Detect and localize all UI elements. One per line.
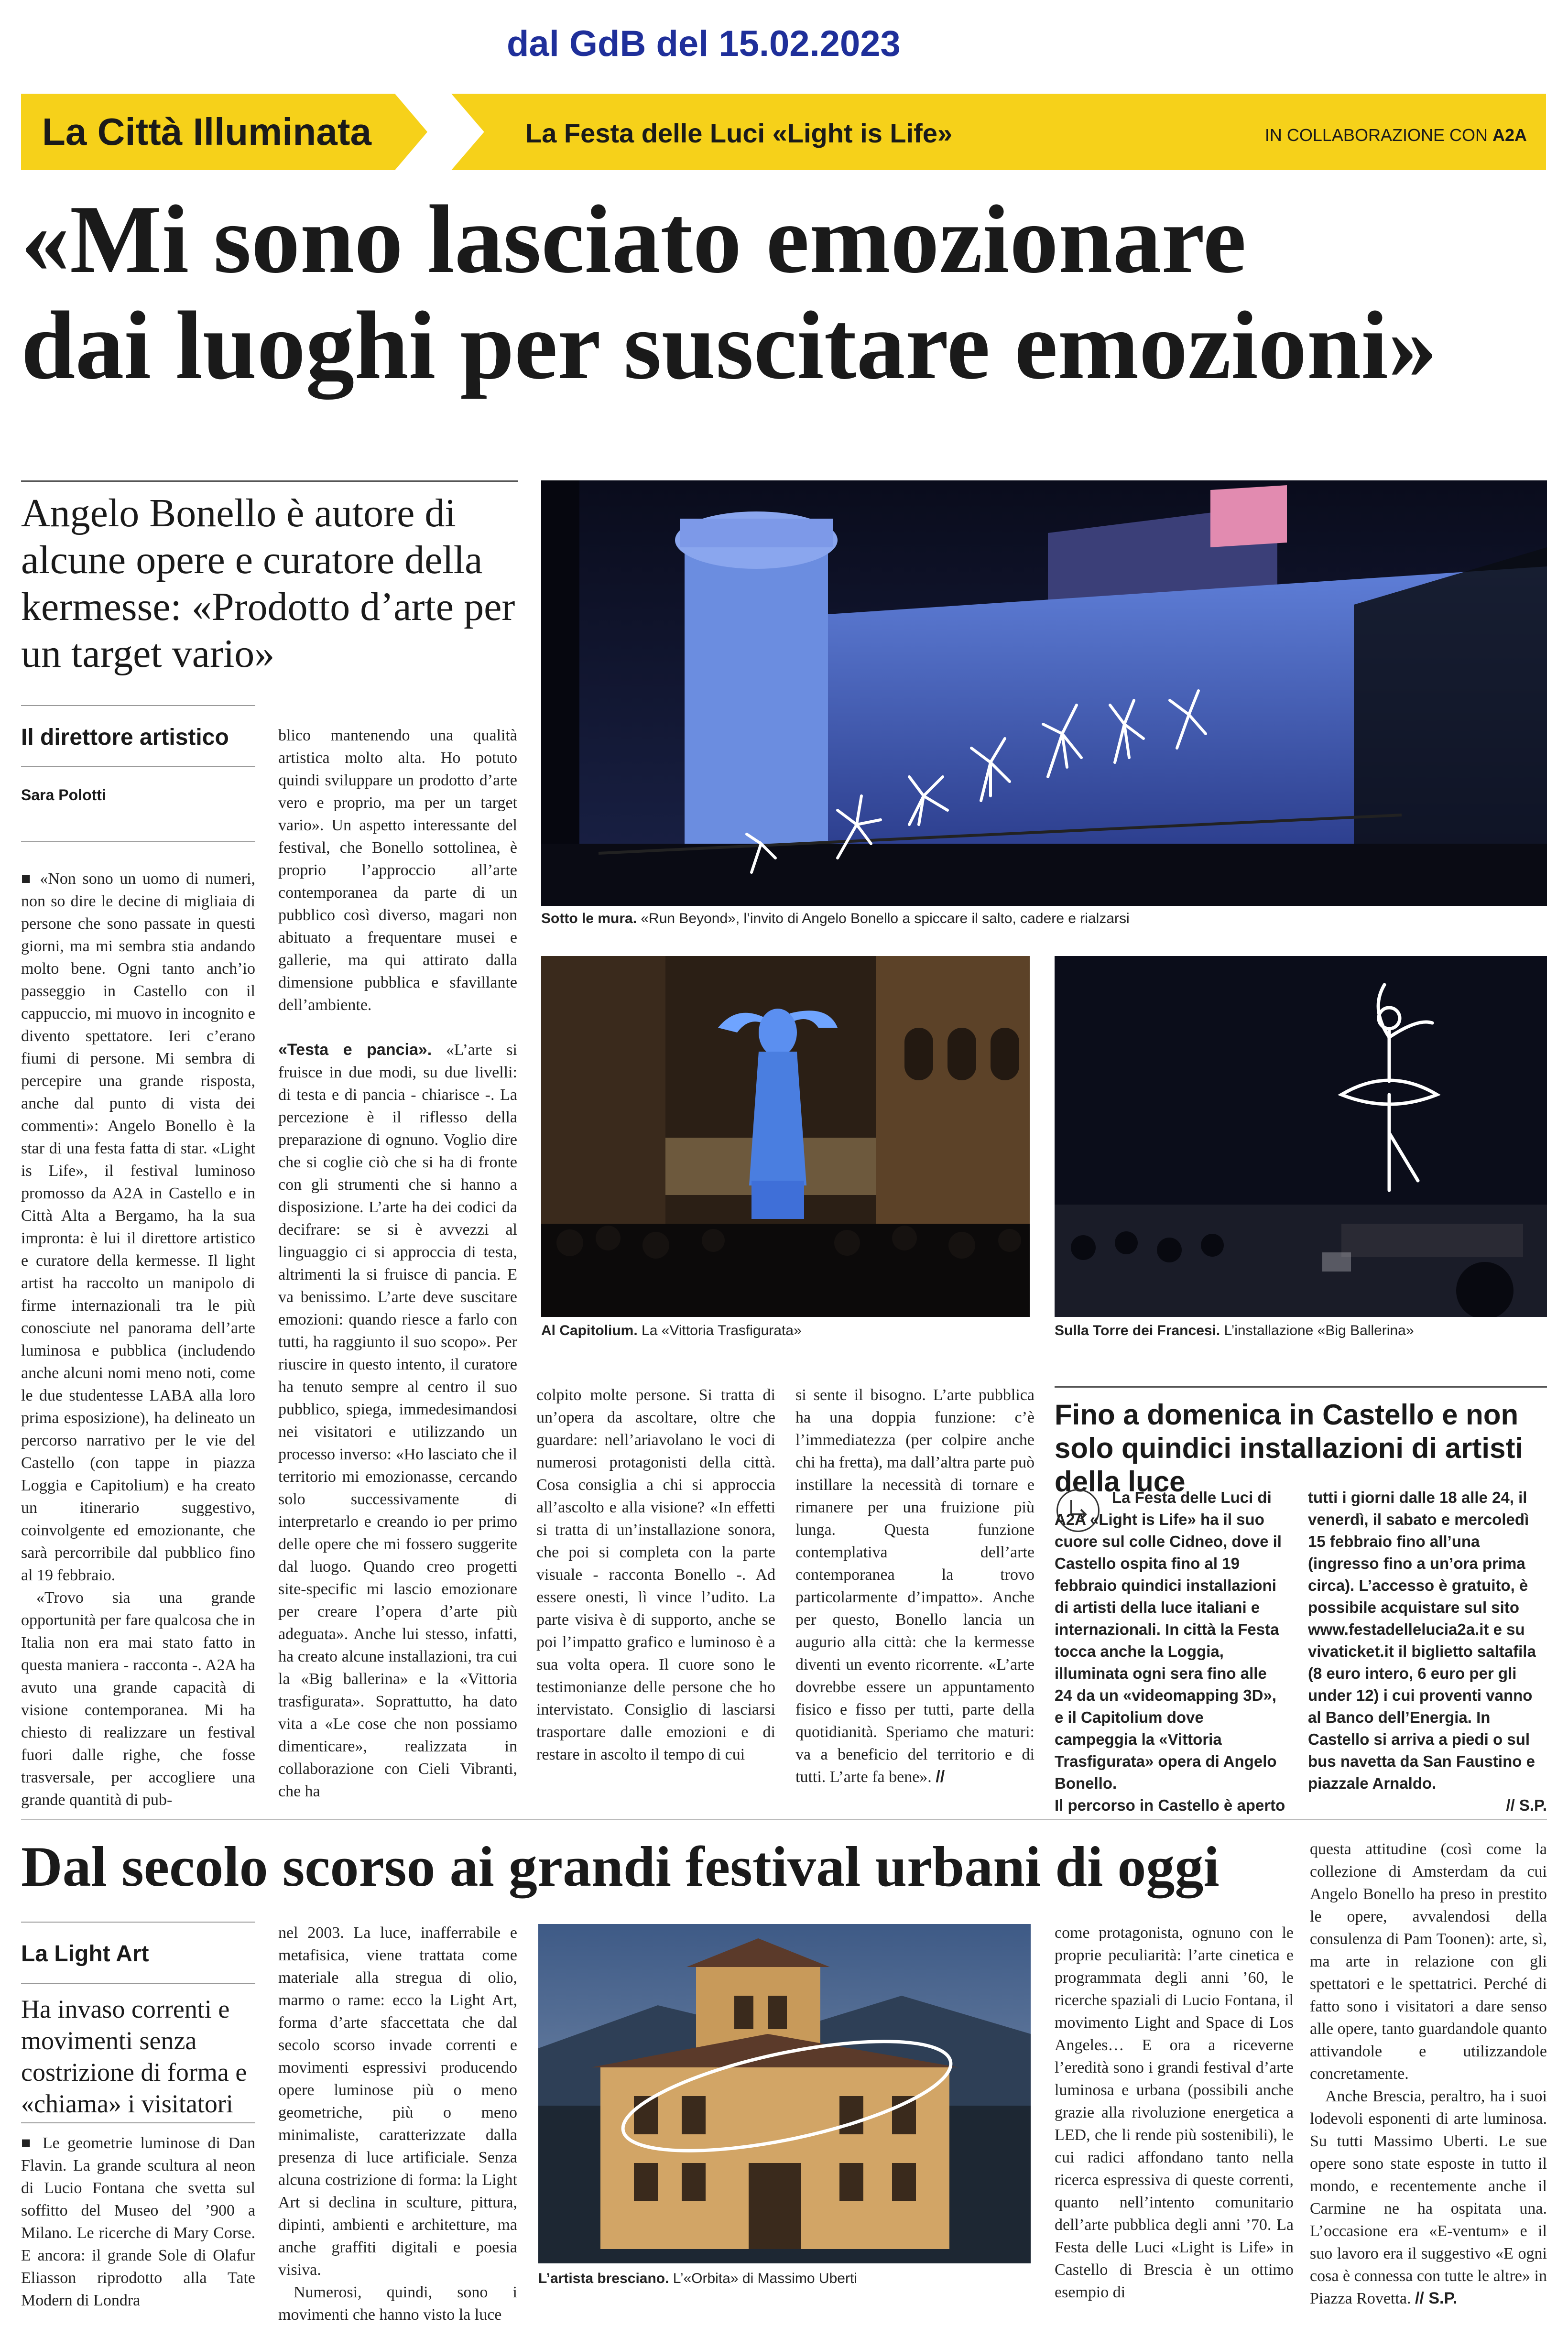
subhead: Angelo Bonello è autore di alcune opere e curatore della kermesse: «Prodotto d’arte per un target vario» <box>21 491 515 676</box>
collab-prefix: IN COLLABORAZIONE CON <box>1264 125 1492 145</box>
orbita-caption-bold: L’artista bresciano. <box>538 2271 669 2286</box>
article2-col3-text: come protagonista, ognuno con le proprie peculiarità: l’arte cinetica e programmata degli anni ’60, le ricerche spaziali di Lucio Fontana, il movimento Light and Space di Los Angeles… E ora a riceverne l’eredità sono i grandi festival d’arte luminosa e urbana (possibili anche grazie alla rivoluzione energetica a LED, che li rende più sostenibili), le cui radici affondano tanto nella ricerca espressiva di queste correnti, quanto nell’intento comunitario dell’arte pubblica degli anni ’70. La Festa delle Luci «Light is Life» in Castello di Brescia è un ottimo esempio di <box>1055 1924 1294 2301</box>
article1-col1-p1 <box>21 868 255 1587</box>
article1-col2-lead: «Testa e pancia». <box>278 1041 432 1059</box>
article1-column-1 <box>21 868 255 1811</box>
capitolium-caption <box>541 1322 1030 1340</box>
byline-rule <box>21 841 255 842</box>
article2-kicker-rule-bottom <box>21 1983 255 1984</box>
capitolium-illustration <box>541 956 1030 1317</box>
article1-col3-text: colpito molte persone. Si tratta di un’opera da ascoltare, oltre che guardare: nell’ariavolano le voci di numerosi protagonisti della città. Cosa consiglia a chi si approccia all’ascolto e alla visione? «In effetti si tratta di un’installazione sonora, che poi si completa con la parte visuale - racconta Bonello -. Ad essere onesti, lì vince l’udito. La parte visiva è di supporto, anche se poi l’impatto grafico e luminoso è a sua volta opera. Il cuore sono le testimonianze delle persone che ho intervistato. Consiglio di lasciarsi trasportare dalle emozioni e di restare in ascolto il tempo di cui <box>536 1386 775 1763</box>
capitolium-caption-text: La «Vittoria Trasfigurata» <box>637 1323 802 1338</box>
article1-col1-p2: «Trovo sia una grande opportunità per fare qualcosa che in Italia non era mai stato fatto in questa maniera - racconta -. A2A ha avuto una grande capacità di visione contemporanea. Mi ha chiesto di realizzare un festival fuori dalle righe, che fosse trasversale, per accogliere una grande quantità di pub- <box>21 1589 255 1809</box>
castle-photo <box>541 480 1547 906</box>
article1-column-4 <box>795 1384 1034 1788</box>
article2-kicker-rule <box>21 1922 255 1923</box>
article1-col2-p1: blico mantenendo una qualità artistica molto alta. Ho potuto quindi sviluppare un prodotto d’arte vero e proprio, ma per un target vario». Un aspetto interessante del festival, che Bonello sottolinea, è proprio l’approccio all’arte contemporanea da parte di un pubblico così diverso, magari non abituato a frequentare musei e gallerie, ma qui attirato dalla dimensione pubblica e sfavillante dell’ambiente. <box>278 727 517 1014</box>
orbita-caption <box>538 2270 1031 2288</box>
article2-subhead-rule <box>21 2122 255 2123</box>
ballerina-caption <box>1055 1322 1547 1340</box>
castle-caption <box>541 910 1547 928</box>
subhead-top-rule <box>21 480 518 482</box>
orbita-photo <box>538 1924 1031 2263</box>
orbita-illustration <box>538 1924 1031 2263</box>
capitolium-caption-bold: Al Capitolium. <box>541 1323 638 1338</box>
headline <box>21 186 1551 399</box>
section-divider <box>21 1819 1547 1820</box>
article2-column-2 <box>278 1922 517 2326</box>
article2-col2-p2: Numerosi, quindi, sono i movimenti che hanno visto la luce <box>278 2283 517 2324</box>
ballerina-illustration <box>1055 956 1547 1317</box>
sidebar-column-2 <box>1308 1487 1547 1816</box>
article2-col1-text <box>21 2132 255 2312</box>
article1-column-2 <box>278 724 517 1803</box>
byline: Sara Polotti <box>21 786 106 804</box>
article2-col4-p2 <box>1310 2085 1547 2310</box>
banner-event-label: La Festa delle Luci «Light is Life» <box>525 118 953 148</box>
article2-col4-text: questa attitudine (così come la collezione di Amsterdam da cui Angelo Bonello ha preso in prestito le opere, avvalendosi della consulenza di Pam Toonen): arte, sì, ma arte in relazione con gli spettatori e le spettatrici. Perché di fatto sono i visitatori a dare senso alle opere, tanto guardandole quanto attivandole e utilizzandole concretamente. <box>1310 1840 1547 2083</box>
article2-headline: Dal secolo scorso ai grandi festival urbani di oggi <box>21 1835 1220 1898</box>
banner-section-label: La Città Illuminata <box>42 110 371 153</box>
sidebar-title: Fino a domenica in Castello e non solo quindici installazioni di artisti della luce <box>1055 1399 1524 1498</box>
kicker-rule-top <box>21 705 255 706</box>
collab-brand: A2A <box>1492 125 1527 145</box>
publication-stamp: dal GdB del 15.02.2023 <box>507 23 901 64</box>
article-kicker: Il direttore artistico <box>21 725 229 750</box>
castle-caption-bold: Sotto le mura. <box>541 911 637 926</box>
ballerina-photo <box>1055 956 1547 1317</box>
article2-signature: // S.P. <box>1415 2289 1458 2307</box>
article1-col1-p1-text: «Non sono un uomo di numeri, non so dire le decine di migliaia di persone che sono passate in questi giorni, ma mi sembra stia andando molto bene. Ogni tanto anch’io passeggio in Castello con il cappuccio, mi muovo in incognito e divento spettatore. Ieri c’erano fiumi di persone. Mi sembra di percepire una grande risposta, anche dal punto di vista dei commenti»: Angelo Bonello è la star di una festa fatta di star. «Light is Life», il festival luminoso promosso da A2A in Castello e in Città Alta a Bergamo, ha la sua impronta: è lui il direttore artistico e curatore della kermesse. Il light artist ha raccolto un manipolo di firme internazionali tra le più conosciute nel panorama dell’arte luminosa e pubblica (includendo anche alcuni nomi meno noti, come le due studentesse LABA alla loro prima esposizione), ha delineato un percorso narrativo per le vie del Castello (con tappe in piazza Loggia e Capitolium) e ha creato un itinerario suggestivo, coinvolgente ed emozionante, che sarà percorribile dal pubblico fino al 19 febbraio. <box>21 870 256 1584</box>
castle-illustration <box>541 480 1547 906</box>
sidebar-col1-text: La Festa delle Luci di A2A «Light is Life» ha il suo cuore sul colle Cidneo, dove il Castello ospita fino al 19 febbraio quindici installazioni di artisti della luce italiani e internazionali. In città la Festa tocca anche la Loggia, illuminata ogni sera fino alle 24 da un «videomapping 3D», e il Capitolium dove campeggia la «Vittoria Trasfigurata» opera di Angelo Bonello. <box>1055 1489 1282 1792</box>
capitolium-photo <box>541 956 1030 1317</box>
sidebar-signature: // S.P. <box>1506 1796 1547 1814</box>
sidebar-top-rule <box>1055 1386 1547 1388</box>
headline-line-1: «Mi sono lasciato emozionare <box>21 185 1246 293</box>
article2-kicker: La Light Art <box>21 1941 149 1967</box>
article2-col1-body: Le geometrie luminose di Dan Flavin. La grande scultura al neon di Lucio Fontana che svetta sul soffitto del Museo del ’900 a Milano. Le ricerche di Mary Corse. E ancora: il grande Sole di Olafur Eliasson riprodotto alla Tate Modern di Londra <box>21 2134 255 2309</box>
ballerina-caption-bold: Sulla Torre dei Francesi. <box>1055 1323 1220 1338</box>
article1-col4-text <box>795 1384 1034 1788</box>
article2-subhead: Ha invaso correnti e movimenti senza costrizione di forma e «chiama» i visitatori <box>21 1995 247 2118</box>
orbita-caption-text: L’«Orbita» di Massimo Uberti <box>669 2271 857 2286</box>
article1-col4-body: si sente il bisogno. L’arte pubblica ha una doppia funzione: c’è l’immediatezza (per colpire anche chi ha fretta), ma dall’altra parte può instillare la necessità di tornare e rimanere per una fruizione più lunga. Questa funzione contemplativa dell’arte contemporanea la trovo particolarmente d’impatto». Anche per questo, Bonello lancia un augurio alla città: che la kermesse diventi un evento ricorrente. «L’arte dovrebbe essere un appuntamento fisico e fisso per tutti, parte della quotidianità. Speriamo che maturi: va a beneficio del territorio e di tutti. L’arte fa bene». <box>795 1386 1034 1786</box>
article2-square-bullet: ■ <box>21 2134 43 2152</box>
castle-caption-text: «Run Beyond», l’invito di Angelo Bonello a spiccare il salto, cadere e rialzarsi <box>637 911 1130 926</box>
section-banner <box>21 94 1546 170</box>
square-bullet: ■ <box>21 870 40 888</box>
article1-end-mark: // <box>936 1768 945 1786</box>
article1-col2-p2 <box>278 1039 517 1803</box>
headline-line-2: dai luoghi per suscitare emozioni» <box>21 292 1437 400</box>
article2-column-4 <box>1310 1838 1547 2310</box>
kicker-rule-bottom <box>21 766 255 767</box>
article1-col2-p2-text: «L’arte si fruisce in due modi, su due livelli: di testa e di pancia - chiarisce -. La percezione è il riflesso della preparazione di ognuno. Voglio dire che si coglie ciò che si ha di fronte con gli strumenti che si hanno a disposizione. L’arte ha dei codici da decifrare: se si è avvezzi al linguaggio ci si approccia di testa, altrimenti la si fruisce di pancia. E va benissimo. L’arte deve suscitare emozioni: quando riesce a farlo con tutti, ha raggiunto il suo scopo». Per riuscire in questo intento, il curatore ha tenuto sempre al centro il suo pubblico, spiega, immedesimandosi nei visitatori e utilizzando un processo inverso: «Ho lasciato che il territorio mi emozionasse, cercando solo successivamente di interpretarlo e creando io per primo delle opere che mi fossero suggerite dal luogo. Quando creo progetti site-specific mi lascio emozionare per creare l’opera d’arte più adeguata». Anche lui stesso, infatti, ha creato alcune installazioni, tra cui la «Big ballerina» e la «Vittoria trasfigurata». Soprattutto, ha dato vita a «Le cose che non possiamo dimenticare», realizzata in collaborazione con Cieli Vibranti, che ha <box>278 1041 517 1800</box>
article2-column-1 <box>21 2132 255 2312</box>
article2-col2-text: nel 2003. La luce, inafferrabile e metafisica, viene trattata come materiale alla stregua di olio, marmo o rame: ecco la Light Art, forma d’arte sfaccettata che dal secolo scorso invade correnti e movimenti espressivi producendo opere luminose più o meno geometriche, più o meno minimaliste, caratterizzate dalla presenza di luce artificiale. Senza alcuna costrizione di forma: la Light Art si declina in sculture, pittura, dipinti, ambienti e architetture, ma anche graffiti digitali e poesia visiva. <box>278 1924 517 2279</box>
article1-column-3 <box>536 1384 775 1766</box>
sidebar-column-1 <box>1055 1487 1286 1816</box>
sidebar-col2-text: tutti i giorni dalle 18 alle 24, il venerdì, il sabato e mercoledì 15 febbraio fino all’una (ingresso fino a un’ora prima circa). L’accesso è gratuito, è possibile acquistare sul sito www.festadellelucia2a.it e su vivaticket.it il biglietto saltafila (8 euro intero, 6 euro per gli under 12) i cui proventi vanno al Banco dell’Energia. In Castello si arriva a piedi o sul bus navetta da San Faustino e piazzale Arnaldo. <box>1308 1489 1536 1792</box>
banner-collaboration <box>1265 125 1527 145</box>
article2-column-3 <box>1055 1922 1294 2304</box>
ballerina-caption-text: L’installazione «Big Ballerina» <box>1220 1323 1414 1338</box>
sidebar-col1-p2: Il percorso in Castello è aperto <box>1055 1796 1285 1814</box>
article2-col4-p2-text: Anche Brescia, peraltro, ha i suoi lodevoli esponenti di arte luminosa. Su tutti Massimo Uberti. Le sue opere sono state esposte in tutto il mondo, e recentemente anche il Carmine ne ha ospitata una. L’occasione era «E-ventum» e il suo lavoro era il suggestivo «E ogni cosa è connessa con tutte le altre» in Piazza Rovetta. <box>1310 2087 1547 2307</box>
